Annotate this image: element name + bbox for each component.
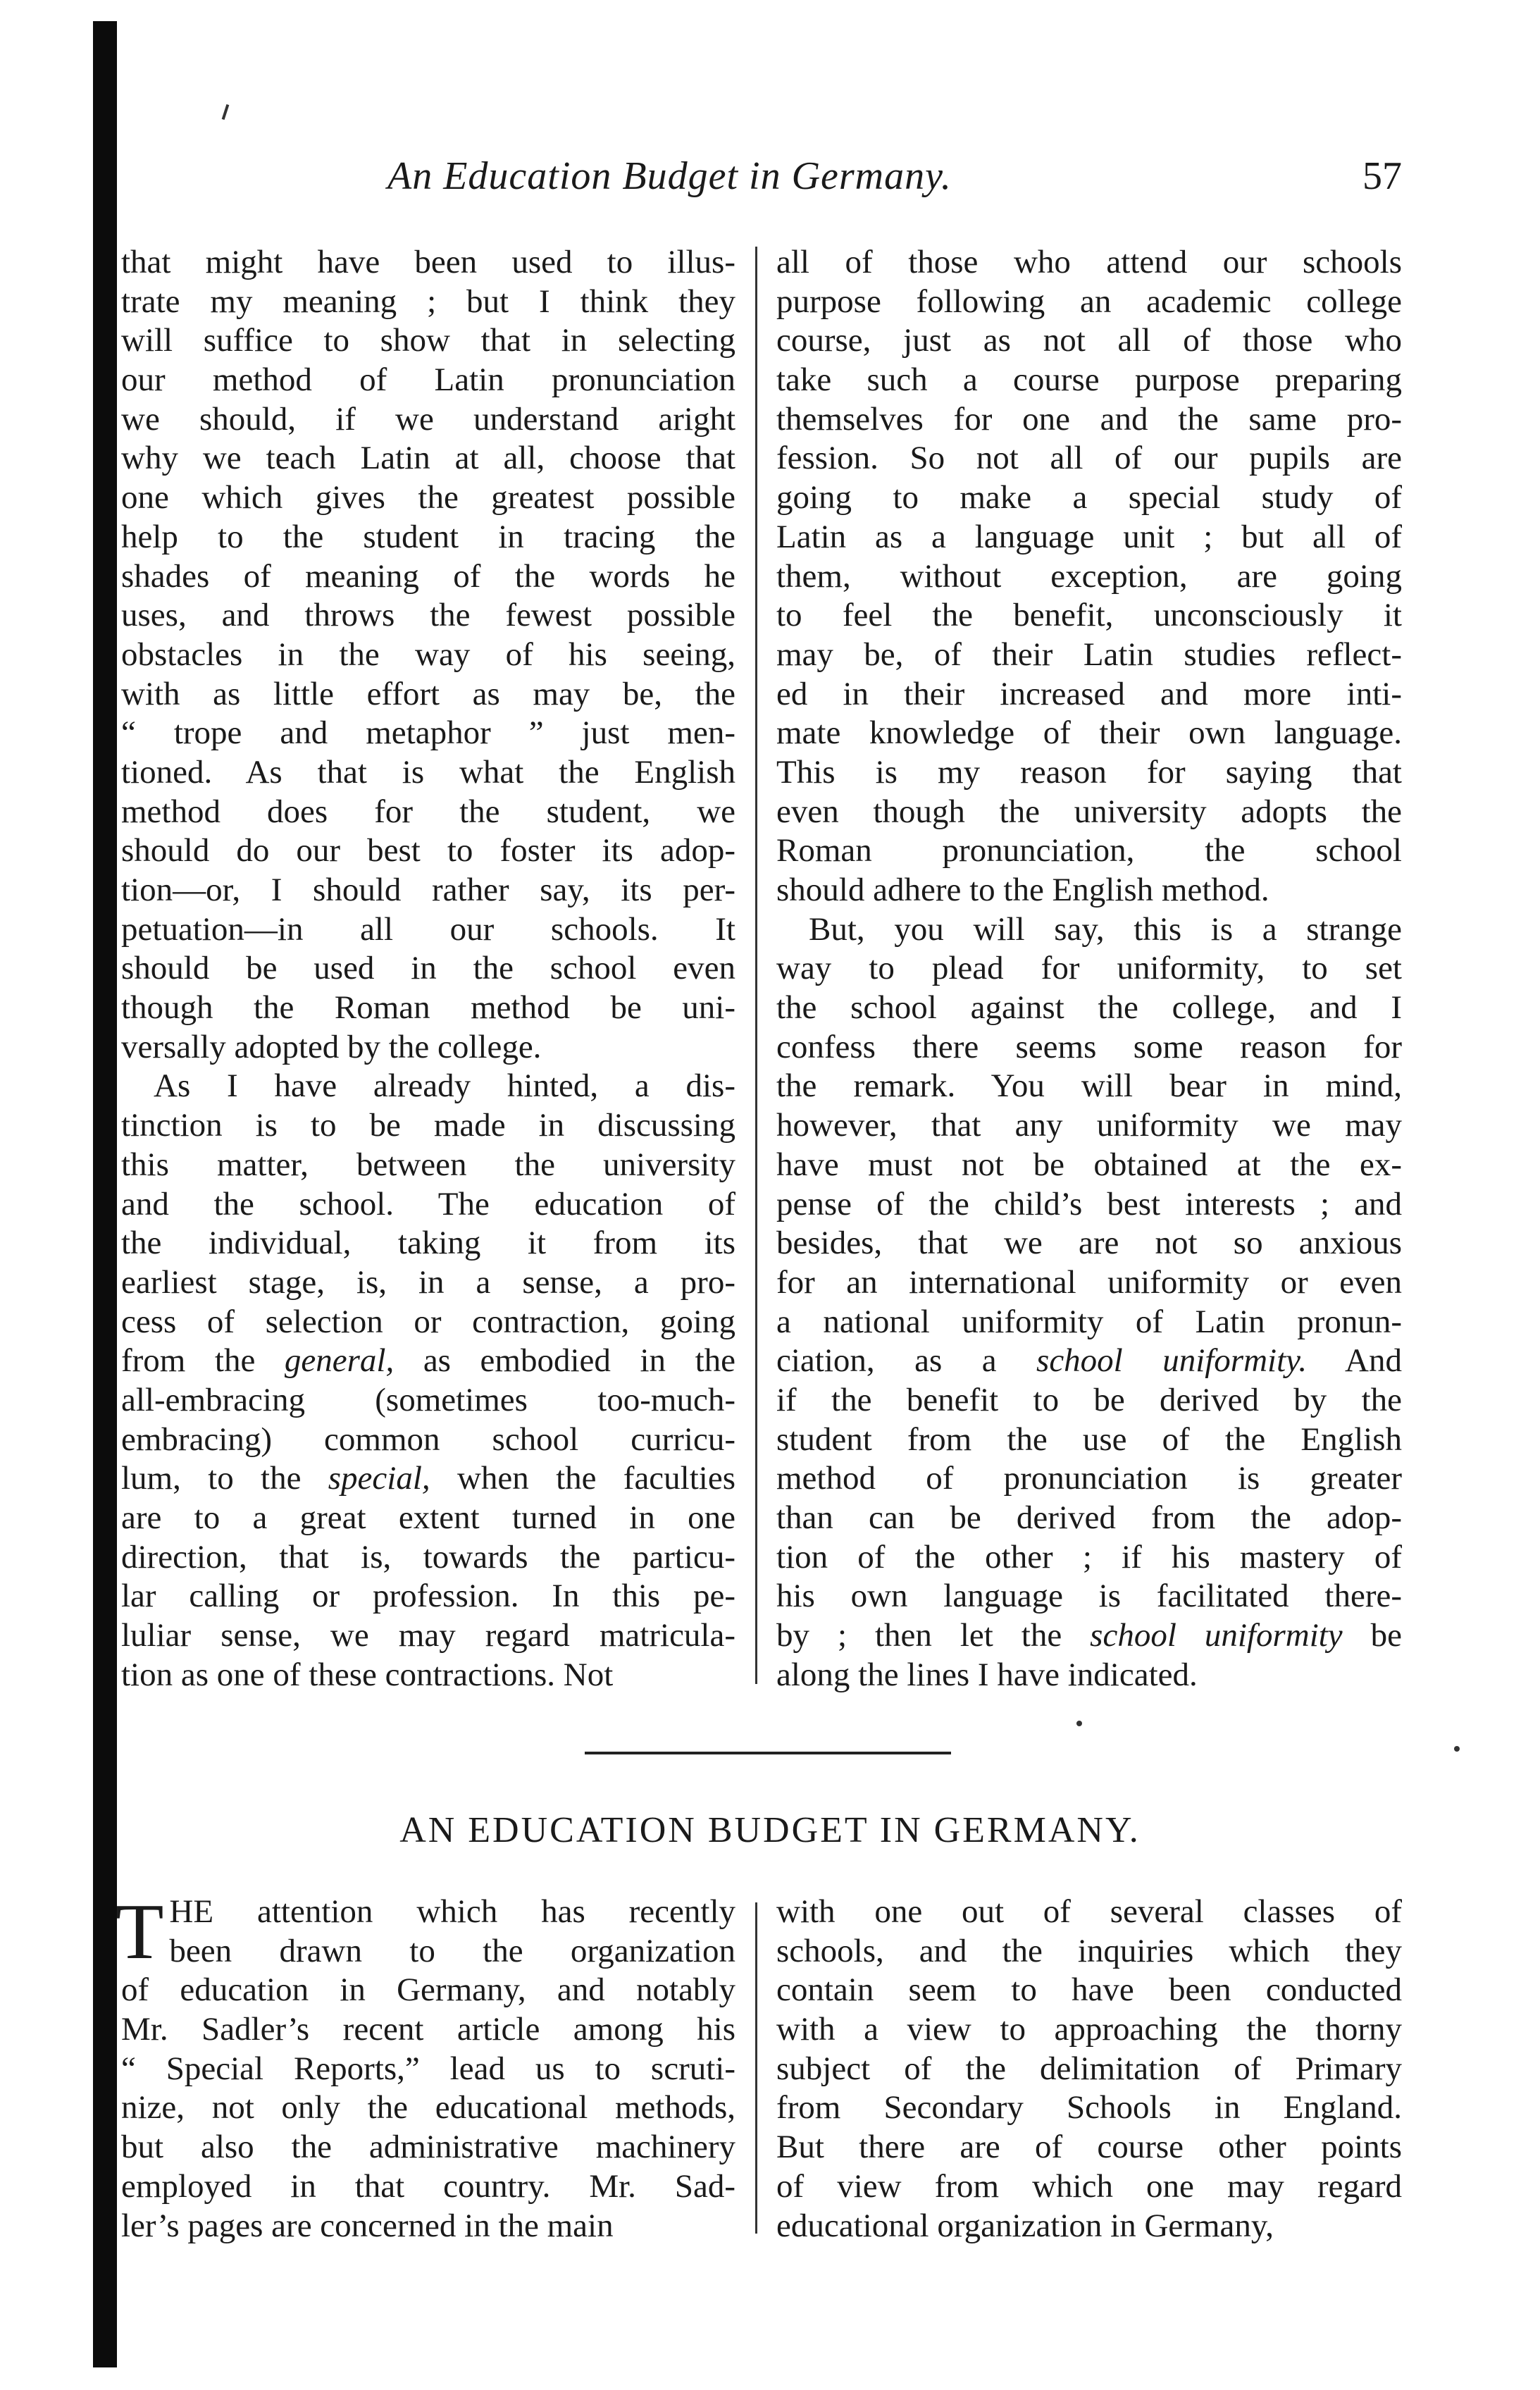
- article2-right-column: [776, 1893, 1402, 2246]
- text-line: cess of selection or contraction, going: [121, 1303, 735, 1340]
- text-line: by ; then let the school uniformity be: [776, 1617, 1402, 1654]
- text-line: going to make a special study of: [776, 479, 1402, 516]
- text-line: tinction is to be made in discussing: [121, 1107, 735, 1144]
- text-line: This is my reason for saying that: [776, 753, 1402, 791]
- text-line: But there are of course other points: [776, 2129, 1402, 2166]
- article2-title: AN EDUCATION BUDGET IN GERMANY.: [399, 1810, 1141, 1850]
- text-line: all of those who attend our schools: [776, 244, 1402, 280]
- text-line: help to the student in tracing the: [121, 518, 735, 555]
- text-line: should adhere to the English method.: [776, 872, 1269, 908]
- text-line: course, just as not all of those who: [776, 322, 1402, 359]
- text-line: should be used in the school even: [121, 950, 735, 987]
- section-divider: [585, 1752, 951, 1754]
- text-line: this matter, between the university: [121, 1146, 735, 1183]
- text-line: luliar sense, we may regard matricula-: [121, 1617, 735, 1654]
- text-line: the school against the college, and I: [776, 989, 1402, 1027]
- text-line: way to plead for uniformity, to set: [776, 950, 1402, 987]
- text-line: take such a course purpose preparing: [776, 361, 1402, 399]
- text-line: all-embracing (sometimes too-much-: [121, 1381, 735, 1418]
- text-line: method of pronunciation is greater: [776, 1460, 1402, 1497]
- text-line: shades of meaning of the words he: [121, 557, 735, 595]
- text-line: been drawn to the organization: [169, 1932, 735, 1969]
- text-line: from the general, as embodied in the: [121, 1342, 735, 1380]
- text-line: obstacles in the way of his seeing,: [121, 636, 735, 673]
- text-line: Mr. Sadler’s recent article among his: [121, 2011, 735, 2048]
- text-line: may be, of their Latin studies reflect-: [776, 636, 1402, 673]
- text-line: along the lines I have indicated.: [776, 1656, 1198, 1693]
- text-line: nize, not only the educational methods,: [121, 2089, 735, 2126]
- text-line: pense of the child’s best interests ; and: [776, 1185, 1402, 1222]
- text-line: from Secondary Schools in England.: [776, 2089, 1402, 2126]
- text-line: versally adopted by the college.: [121, 1028, 542, 1065]
- text-line: have must not be obtained at the ex-: [776, 1146, 1402, 1183]
- text-line: Latin as a language unit ; but all of: [776, 518, 1402, 555]
- text-line: “ trope and metaphor ” just men-: [121, 714, 735, 752]
- text-line: we should, if we understand aright: [121, 400, 735, 438]
- text-line: HE attention which has recently: [169, 1893, 735, 1930]
- text-line: should do our best to foster its adop-: [121, 832, 735, 869]
- text-line: purpose following an academic college: [776, 283, 1402, 320]
- text-line: and the school. The education of: [121, 1185, 735, 1222]
- text-line: to feel the benefit, unconsciously it: [776, 597, 1402, 634]
- dropcap: T: [116, 1888, 164, 1976]
- text-line: embracing) common school curricu-: [121, 1420, 735, 1458]
- text-line: lum, to the special, when the faculties: [121, 1460, 735, 1497]
- text-line: our method of Latin pronunciation: [121, 361, 735, 399]
- text-line: contain seem to have been conducted: [776, 1971, 1402, 2009]
- text-line: lar calling or profession. In this pe-: [121, 1578, 735, 1615]
- text-line: mate knowledge of their own language.: [776, 714, 1402, 752]
- text-line: tion as one of these contractions. Not: [121, 1656, 614, 1693]
- text-line: why we teach Latin at all, choose that: [121, 440, 735, 477]
- text-line: tioned. As that is what the English: [121, 753, 735, 791]
- text-line: student from the use of the English: [776, 1420, 1402, 1458]
- stray-mark: [222, 104, 230, 120]
- text-line: As I have already hinted, a dis-: [154, 1067, 735, 1105]
- text-line: one which gives the greatest possible: [121, 479, 735, 516]
- text-line: earliest stage, is, in a sense, a pro-: [121, 1263, 735, 1301]
- text-line: educational organization in Germany,: [776, 2207, 1274, 2244]
- text-line: ler’s pages are concerned in the main: [121, 2207, 614, 2244]
- text-line: “ Special Reports,” lead us to scruti-: [121, 2050, 735, 2087]
- binding-shadow: [93, 21, 117, 2367]
- running-head: [366, 154, 1402, 210]
- text-line: with one out of several classes of: [776, 1893, 1402, 1930]
- text-line: than can be derived from the adop-: [776, 1499, 1402, 1536]
- text-line: though the Roman method be uni-: [121, 989, 735, 1027]
- text-line: Roman pronunciation, the school: [776, 832, 1402, 869]
- article1-right-column: [776, 243, 1402, 1695]
- text-line: direction, that is, towards the particu-: [121, 1538, 735, 1575]
- text-line: however, that any uniformity we may: [776, 1107, 1402, 1144]
- text-line: ciation, as a school uniformity. And: [776, 1342, 1402, 1380]
- article1-left-column: [121, 243, 735, 1695]
- text-line: if the benefit to be derived by the: [776, 1381, 1402, 1418]
- text-line: method does for the student, we: [121, 793, 735, 830]
- article2-left-column: [116, 1888, 735, 2246]
- text-line: are to a great extent turned in one: [121, 1499, 735, 1536]
- text-line: for an international uniformity or even: [776, 1263, 1402, 1301]
- text-line: that might have been used to illus-: [121, 244, 735, 280]
- ink-dot: [1076, 1721, 1082, 1726]
- text-line: employed in that country. Mr. Sad-: [121, 2167, 735, 2205]
- text-line: the remark. You will bear in mind,: [776, 1067, 1402, 1105]
- text-line: with as little effort as may be, the: [121, 675, 735, 712]
- text-line: with a view to approaching the thorny: [776, 2011, 1402, 2048]
- text-line: trate my meaning ; but I think they: [121, 283, 735, 320]
- text-line: of view from which one may regard: [776, 2167, 1402, 2205]
- text-line: uses, and throws the fewest possible: [121, 597, 735, 634]
- text-line: will suffice to show that in selecting: [121, 322, 735, 359]
- text-line: a national uniformity of Latin pronun-: [776, 1303, 1402, 1340]
- text-line: of education in Germany, and notably: [121, 1971, 735, 2009]
- text-line: but also the administrative machinery: [121, 2129, 735, 2166]
- article2-left-lines: [121, 1893, 735, 2246]
- text-line: ed in their increased and more inti-: [776, 675, 1402, 712]
- page-number: 57: [1362, 154, 1402, 198]
- text-line: them, without exception, are going: [776, 557, 1402, 595]
- text-line: confess there seems some reason for: [776, 1028, 1402, 1065]
- text-line: fession. So not all of our pupils are: [776, 440, 1402, 477]
- text-line: themselves for one and the same pro-: [776, 400, 1402, 438]
- text-line: tion of the other ; if his mastery of: [776, 1538, 1402, 1575]
- text-line: petuation—in all our schools. It: [121, 910, 735, 948]
- text-line: even though the university adopts the: [776, 793, 1402, 830]
- text-line: tion—or, I should rather say, its per-: [121, 872, 735, 908]
- text-line: But, you will say, this is a strange: [809, 910, 1402, 948]
- column-divider: [755, 1902, 757, 2234]
- running-title: An Education Budget in Germany.: [387, 154, 952, 198]
- text-line: his own language is facilitated there-: [776, 1578, 1402, 1615]
- text-line: besides, that we are not so anxious: [776, 1225, 1402, 1262]
- text-line: the individual, taking it from its: [121, 1225, 735, 1262]
- column-divider: [755, 247, 757, 1684]
- ink-dot: [1454, 1746, 1460, 1752]
- text-line: schools, and the inquiries which they: [776, 1932, 1402, 1969]
- text-line: subject of the delimitation of Primary: [776, 2050, 1402, 2087]
